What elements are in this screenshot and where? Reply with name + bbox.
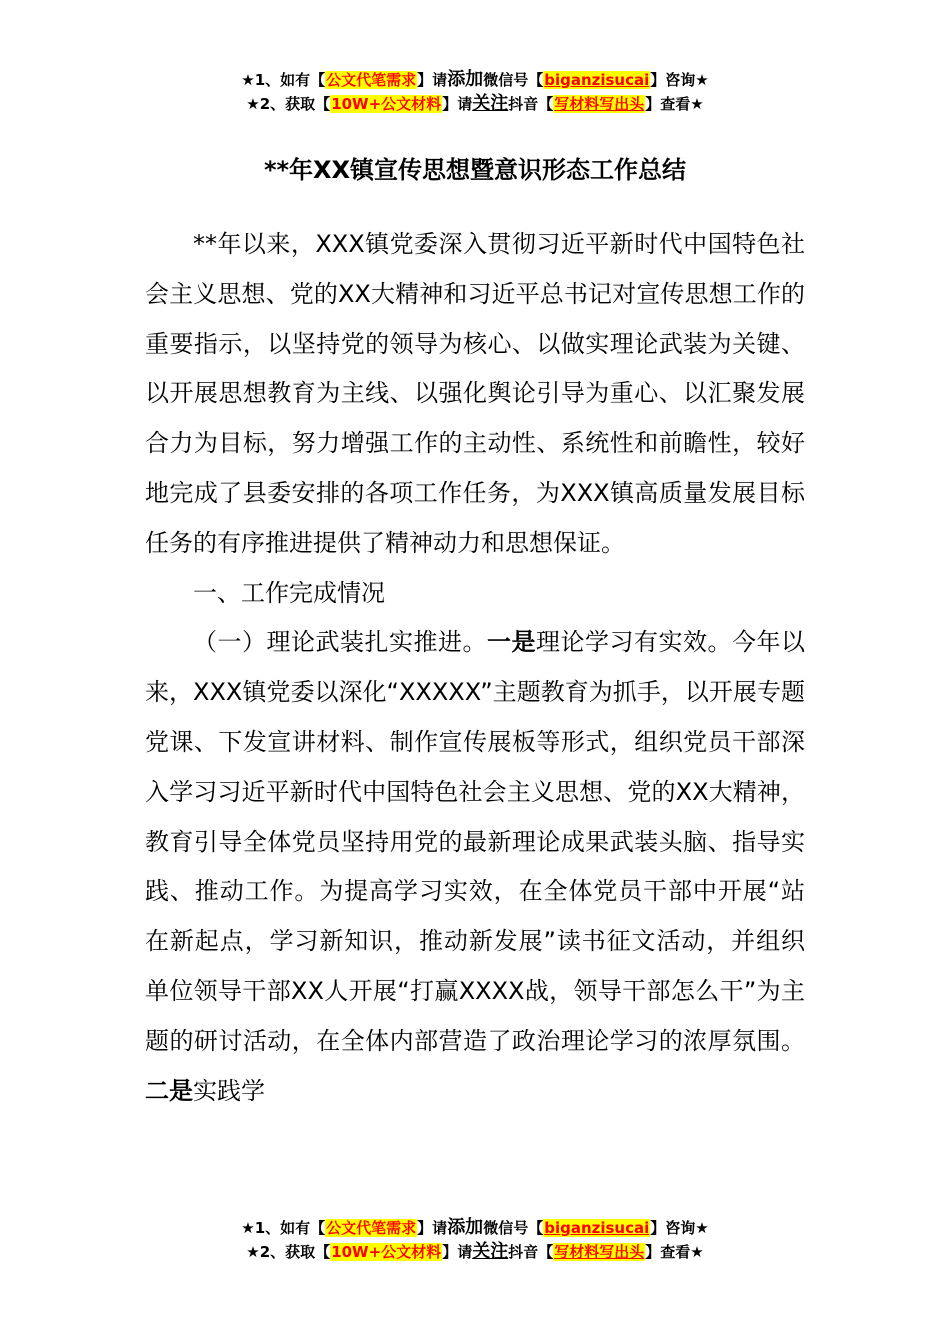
banner-text: 】查看★: [645, 1243, 704, 1261]
banner-text: ★2、获取【: [246, 1243, 331, 1261]
section-heading: 一、工作完成情况: [193, 578, 385, 607]
banner-text: 】请: [442, 1243, 473, 1261]
banner-wechat-id: biganzisucai: [544, 1219, 650, 1237]
paragraph-text: 理论学习有实效。今年以来，XXX镇党委以深化“XXXXX”主题教育为抓手，以开展专题党课、下发宣讲材料、制作宣传展板等形式，组织党员干部深入学习习近平新时代中国特色社会主义思想、党的XX大精神，教育引导全体党员坚持用党的最新理论成果武装头脑、指导实践、推动工作。为提高学习实效，在全体党员干部中开展“站在新起点，学习新知识，推动新发展”读书征文活动，并组织单位领导干部XX人开展“打赢XXXX战，领导干部怎么干”为主题的研讨活动，在全体内部营造了政治理论学习的浓厚氛围。: [145, 628, 805, 1055]
banner-text: 微信号【: [483, 1219, 544, 1237]
banner-text: 】请: [442, 95, 473, 113]
banner-line-1: [0, 68, 950, 92]
banner-highlight: 公文代笔需求: [326, 1219, 417, 1237]
banner-text: ★1、如有【: [241, 1219, 326, 1237]
point-marker: 二是: [145, 1076, 193, 1105]
banner-text: 】咨询★: [650, 1219, 709, 1237]
banner-text: 抖音【: [508, 95, 554, 113]
header-banner: [0, 68, 950, 116]
banner-highlight: 公文代笔需求: [326, 71, 417, 89]
document-body: [145, 220, 805, 1116]
banner-text: 】请: [417, 1219, 448, 1237]
banner-line-1: [0, 1216, 950, 1240]
banner-emphasis: 关注: [472, 1241, 509, 1262]
banner-emphasis: 关注: [472, 93, 509, 114]
paragraph-text: 实践学: [193, 1076, 265, 1105]
banner-text: 】咨询★: [650, 71, 709, 89]
banner-douyin-id: 写材料写出头: [554, 95, 645, 113]
banner-wechat-id: biganzisucai: [544, 71, 650, 89]
banner-highlight: 10W+公文材料: [331, 95, 442, 113]
banner-douyin-id: 写材料写出头: [554, 1243, 645, 1261]
banner-line-2: [0, 1240, 950, 1264]
subsection-lead: （一）理论武装扎实推进。: [193, 628, 487, 657]
banner-line-2: [0, 92, 950, 116]
banner-text: 微信号【: [483, 71, 544, 89]
banner-emphasis: 添加: [447, 1217, 484, 1238]
banner-text: ★1、如有【: [241, 71, 326, 89]
banner-text: 】查看★: [645, 95, 704, 113]
banner-emphasis: 添加: [447, 69, 484, 90]
paragraph-intro: **年以来，XXX镇党委深入贯彻习近平新时代中国特色社会主义思想、党的XX大精神和习近平总书记对宣传思想工作的重要指示，以坚持党的领导为核心、以做实理论武装为关键、以开展思想教育为主线、以强化舆论引导为重心、以汇聚发展合力为目标，努力增强工作的主动性、系统性和前瞻性，较好地完成了县委安排的各项工作任务，为XXX镇高质量发展目标任务的有序推进提供了精神动力和思想保证。: [145, 230, 805, 557]
footer-banner: [0, 1216, 950, 1264]
paragraph-theory: [145, 618, 805, 1116]
banner-highlight: 10W+公文材料: [331, 1243, 442, 1261]
banner-text: ★2、获取【: [246, 95, 331, 113]
document-title: **年XX镇宣传思想暨意识形态工作总结: [263, 156, 687, 184]
banner-text: 】请: [417, 71, 448, 89]
point-marker: 一是: [487, 628, 536, 657]
banner-text: 抖音【: [508, 1243, 554, 1261]
